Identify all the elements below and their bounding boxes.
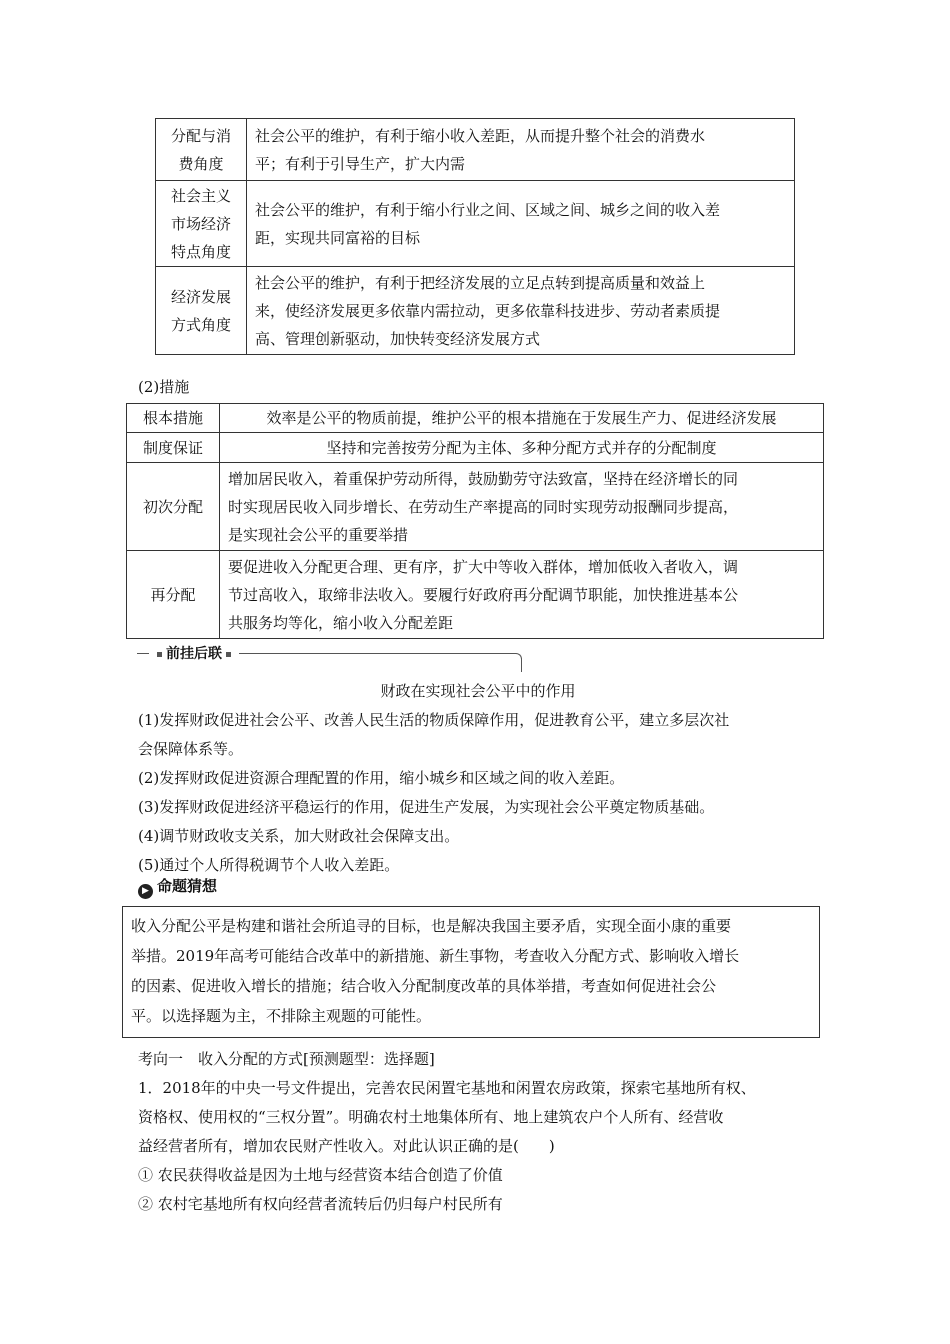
row-label (156, 119, 247, 181)
square-icon (226, 652, 231, 657)
content-line: 效率是公平的物质前提，维护公平的根本措施在于发展生产力、促进经济发展 (266, 409, 777, 427)
content-line: 节过高收入，取缔非法收入。要履行好政府再分配调节职能，加快推进基本公 (228, 585, 739, 604)
guess-line: 平。以选择题为主，不排除主观题的可能性。 (131, 1007, 432, 1025)
table-row (127, 551, 824, 639)
guess-heading (138, 875, 217, 899)
link-tag (149, 643, 239, 663)
list-item: (3)发挥财政促进经济平稳运行的作用，促进生产发展，为实现社会公平奠定物质基础。 (138, 798, 715, 816)
finance-title: 财政在实现社会公平中的作用 (380, 682, 576, 700)
row-content (247, 119, 795, 181)
row-content (247, 267, 795, 355)
measures-heading: (2)措施 (138, 378, 190, 396)
guess-box (122, 906, 820, 1038)
label-line: 特点角度 (170, 242, 231, 261)
item-line: (1)发挥财政促进社会公平、改善人民生活的物质保障作用，促进教育公平，建立多层次社 (138, 711, 730, 729)
question-option: ② 农村宅基地所有权向经营者流转后仍归每户村民所有 (138, 1195, 503, 1213)
content-line: 增加居民收入，着重保护劳动所得，鼓励勤劳守法致富，坚持在经济增长的同 (228, 469, 739, 488)
table-row (156, 119, 795, 181)
content-line: 社会公平的维护，有利于缩小行业之间、区域之间、城乡之间的收入差 (255, 200, 721, 219)
row-label: 再分配 (127, 551, 220, 639)
question-stem-line: 1．2018年的中央一号文件提出，完善农民闲置宅基地和闲置农房政策，探索宅基地所有权、 (138, 1079, 756, 1097)
question-direction: 考向一 收入分配的方式[预测题型：选择题] (138, 1050, 435, 1068)
row-content (220, 463, 824, 551)
play-icon: ▶ (138, 884, 153, 899)
finance-section (138, 677, 818, 880)
content-line: 是实现社会公平的重要举措 (228, 525, 409, 544)
content-line: 要促进收入分配更合理、更有序，扩大中等收入群体，增加低收入者收入，调 (228, 557, 739, 576)
link-tag-label: 前挂后联 (166, 646, 222, 662)
table-row (127, 404, 824, 433)
list-item: (4)调节财政收支关系，加大财政社会保障支出。 (138, 827, 460, 845)
list-item (138, 706, 818, 764)
label-line: 经济发展 (170, 287, 231, 306)
significance-table (155, 118, 795, 355)
label-line: 费角度 (178, 154, 224, 173)
question-section (138, 1045, 838, 1219)
row-content (220, 551, 824, 639)
content-line: 平；有利于引导生产，扩大内需 (255, 154, 466, 173)
question-stem-line: 资格权、使用权的“三权分置”。明确农村土地集体所有、地上建筑农户个人所有、经营收 (138, 1108, 724, 1126)
table-row (127, 463, 824, 551)
guess-line: 的因素、促进收入增长的措施；结合收入分配制度改革的具体举措，考查如何促进社会公 (131, 977, 717, 995)
item-line: 会保障体系等。 (138, 740, 244, 758)
row-label: 根本措施 (127, 404, 220, 433)
question-option: ① 农民获得收益是因为土地与经营资本结合创造了价值 (138, 1166, 503, 1184)
square-icon (157, 652, 162, 657)
table-row (127, 433, 824, 463)
content-line: 社会公平的维护，有利于把经济发展的立足点转到提高质量和效益上 (255, 273, 706, 292)
link-tag-frame (137, 646, 522, 672)
content-line: 来，使经济发展更多依靠内需拉动，更多依靠科技进步、劳动者素质提 (255, 301, 721, 320)
table-row (156, 181, 795, 267)
content-line: 坚持和完善按劳分配为主体、多种分配方式并存的分配制度 (326, 438, 717, 457)
guess-line: 收入分配公平是构建和谐社会所追寻的目标，也是解决我国主要矛盾，实现全面小康的重要 (131, 917, 732, 935)
row-content (220, 404, 824, 433)
row-label: 制度保证 (127, 433, 220, 463)
label-line: 方式角度 (170, 315, 231, 334)
row-label: 初次分配 (127, 463, 220, 551)
label-line: 市场经济 (170, 214, 231, 233)
content-line: 社会公平的维护，有利于缩小收入差距，从而提升整个社会的消费水 (255, 126, 706, 145)
table-row (156, 267, 795, 355)
content-line: 共服务均等化，缩小收入分配差距 (228, 613, 454, 632)
measures-table (126, 403, 824, 639)
guess-heading-label: 命题猜想 (157, 877, 218, 895)
row-label (156, 267, 247, 355)
guess-line: 举措。2019年高考可能结合改革中的新措施、新生事物，考查收入分配方式、影响收入增长 (131, 947, 740, 965)
list-item: (5)通过个人所得税调节个人收入差距。 (138, 856, 400, 874)
label-line: 社会主义 (170, 186, 231, 205)
question-stem-line: 益经营者所有，增加农民财产性收入。对此认识正确的是( ) (138, 1137, 555, 1155)
content-line: 时实现居民收入同步增长、在劳动生产率提高的同时实现劳动报酬同步提高， (228, 497, 739, 516)
content-line: 距，实现共同富裕的目标 (255, 228, 421, 247)
list-item: (2)发挥财政促进资源合理配置的作用，缩小城乡和区域之间的收入差距。 (138, 769, 625, 787)
label-line: 分配与消 (170, 126, 231, 145)
row-content (220, 433, 824, 463)
content-line: 高、管理创新驱动，加快转变经济发展方式 (255, 329, 541, 348)
row-content (247, 181, 795, 267)
row-label (156, 181, 247, 267)
